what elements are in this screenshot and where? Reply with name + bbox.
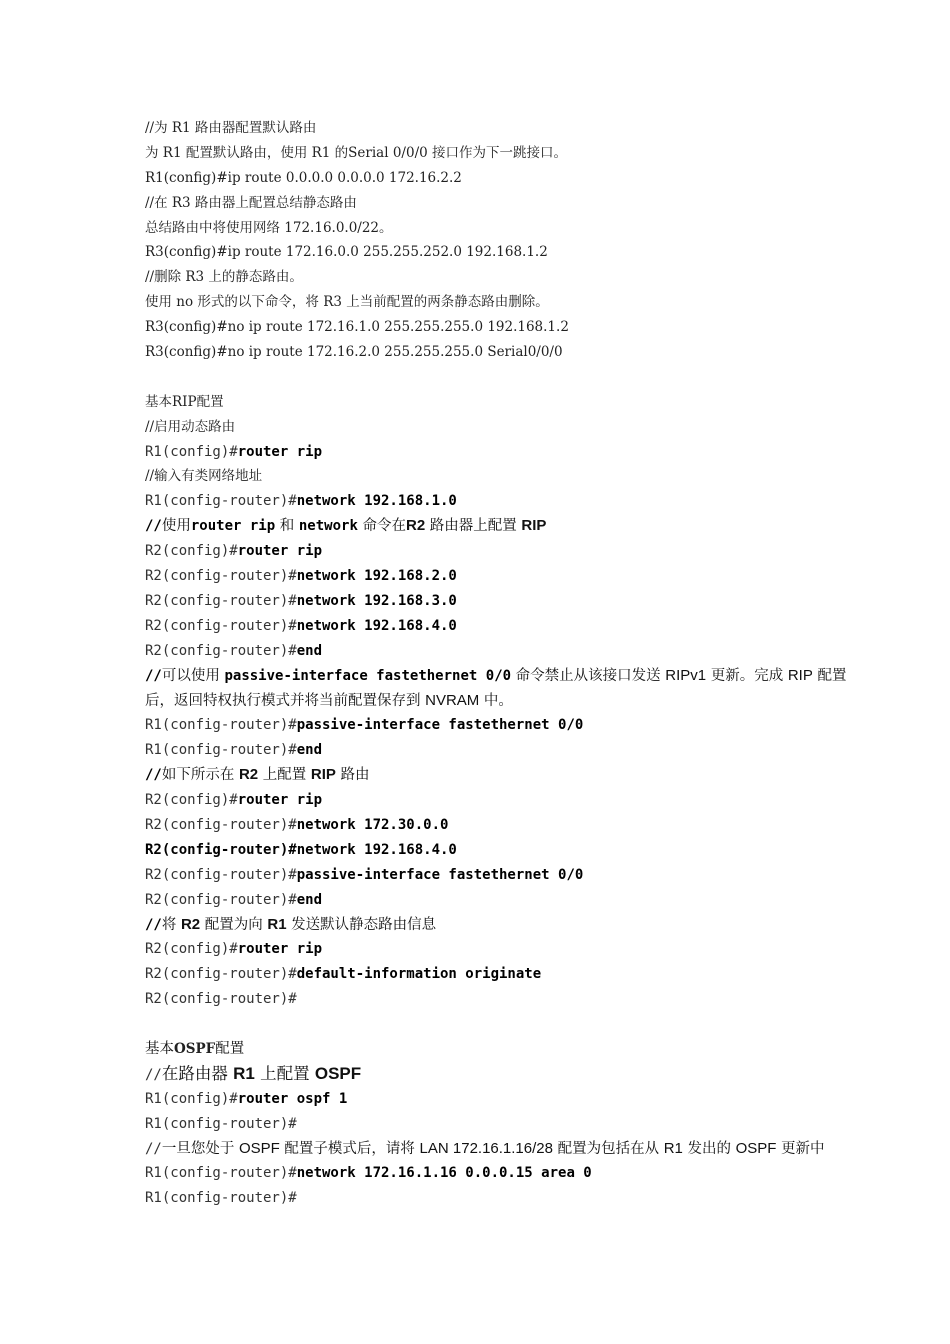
command: network 192.168.2.0 [296,568,457,585]
comment-text: 路由 [335,767,370,784]
command: default-information originate [296,966,542,983]
comment-text: 中。 [479,692,513,709]
ospf-heading [145,1037,850,1062]
comment-text: 如下所示在 [161,767,239,784]
command: router ospf 1 [237,1090,348,1107]
cmd-r3-summary-route: R3(config)#ip route 172.16.0.0 255.255.252.0 192.168.1.2 [145,244,548,261]
comment-marker: // [145,518,162,535]
command: router rip [237,543,323,560]
comment-text: 上配置 [258,767,311,784]
cmd-r2-prompt-end: R2(config-router)# [145,991,297,1008]
prompt: R2(config-router)# [145,816,297,833]
cmd-r2-end [145,639,850,664]
cmd-r3-no-route-1: R3(config)#no ip route 172.16.1.0 255.255.255.0 192.168.1.2 [145,319,569,336]
comment-text: 命令禁止从该接口发送 [511,667,666,684]
comment-marker: // [145,667,162,684]
prompt: R2(config)# [145,792,238,809]
rip-heading: 基本RIP配置 [145,393,224,410]
command: end [296,742,323,759]
comment-keyword: RIP [310,766,336,784]
cmd-r1-router-prompt-end: R1(config-router)# [145,1190,297,1207]
cmd-r2-passive-interface [145,863,850,888]
comment-keyword: R2 [238,766,259,784]
command: passive-interface fastethernet 0/0 [296,717,584,734]
command: router rip [237,792,323,809]
comment-r2-rip-config [145,514,850,539]
comment-text: 更新。完成 [706,667,788,684]
cmd-r2-network-192-168-4-bold: R2(config-router)#network 192.168.4.0 [145,841,457,858]
comment-marker: // [145,1066,162,1083]
comment-passive-interface [145,664,850,714]
prompt: R2(config-router)# [145,966,297,983]
text-default-route-desc: 为 R1 配置默认路由，使用 R1 的Serial 0/0/0 接口作为下一跳接口。 [145,144,567,161]
comment-keyword: R2 [180,915,201,933]
command: network 172.30.0.0 [296,816,449,833]
prompt: R2(config-router)# [145,866,297,883]
comment-keyword: R1 [267,915,287,933]
cmd-r2-network-192-168-3 [145,589,850,614]
command: router rip [237,443,323,460]
prompt: R1(config)# [145,1090,238,1107]
comment-text: 可以使用 [161,667,225,684]
comment-marker: // [145,916,162,933]
prompt: R1(config-router)# [145,1165,297,1182]
comment-keyword: network [298,518,358,535]
comment-marker: // [145,767,162,784]
prompt: R2(config-router)# [145,891,297,908]
comment-summary-route: //在 R3 路由器上配置总结静态路由 [145,194,357,211]
prompt: R2(config)# [145,941,238,958]
cmd-r2-router-rip-3 [145,937,850,962]
cmd-r1-router-prompt: R1(config-router)# [145,1115,297,1132]
prompt: R2(config-router)# [145,568,297,585]
comment-delete-static: //删除 R3 上的静态路由。 [145,269,303,286]
cmd-r2-network-192-168-4 [145,614,850,639]
comment-text: 发出的 [682,1140,736,1157]
comment-keyword: RIP [787,666,813,684]
cmd-r2-network-192-168-2 [145,564,850,589]
comment-classful-network: //输入有类网络地址 [145,468,263,485]
comment-text: 在路由器 [161,1063,234,1083]
cmd-r1-passive-interface [145,713,850,738]
comment-text: 配置子模式后，请将 [279,1140,420,1157]
comment-text: 配置为包括在从 [552,1140,664,1157]
comment-keyword: OSPF [314,1063,362,1083]
comment-r1-ospf [145,1062,850,1087]
comment-text: 路由器上配置 [425,518,522,535]
comment-keyword: router rip [190,518,276,535]
command: network 172.16.1.16 0.0.0.15 area 0 [296,1165,592,1182]
command: network 192.168.4.0 [296,617,457,634]
heading-text: 基本 [145,1040,174,1057]
prompt: R1(config-router)# [145,742,297,759]
comment-text: 一旦您处于 [161,1140,239,1157]
comment-text: 将 [161,916,181,933]
cmd-r3-no-route-2: R3(config)#no ip route 172.16.2.0 255.255.255.0 Serial0/0/0 [145,344,563,361]
comment-keyword: NVRAM [425,691,480,709]
comment-keyword: passive-interface fastethernet 0/0 [224,667,512,684]
comment-keyword: R2 [406,517,426,535]
cmd-r2-router-rip [145,539,850,564]
text-delete-static-desc: 使用 no 形式的以下命令，将 R3 上当前配置的两条静态路由删除。 [145,294,549,311]
command: passive-interface fastethernet 0/0 [296,866,584,883]
command: end [296,891,323,908]
comment-text: 使用 [161,518,191,535]
comment-keyword: OSPF [735,1139,777,1157]
command: end [296,642,323,659]
heading-text: 配置 [215,1040,245,1057]
prompt: R1(config-router)# [145,717,297,734]
cmd-r1-network-192-168-1 [145,489,850,514]
blank-line [145,365,850,390]
comment-keyword: LAN 172.16.1.16/28 [419,1139,553,1157]
cmd-r1-router-rip [145,440,850,465]
comment-r2-default-info [145,913,850,938]
prompt: R2(config-router)# [145,617,297,634]
prompt: R1(config-router)# [145,493,297,510]
text-summary-network: 总结路由中将使用网络 172.16.0.0/22。 [145,219,393,236]
comment-ospf-lan-network [145,1137,850,1187]
prompt: R2(config)# [145,543,238,560]
cmd-r1-end [145,738,850,763]
comment-text: 发送默认静态路由信息 [286,916,437,933]
comment-text: 上配置 [254,1063,315,1083]
comment-default-route: //为 R1 路由器配置默认路由 [145,120,317,136]
cmd-r2-network-172-30 [145,813,850,838]
cmd-r2-router-rip-2 [145,788,850,813]
comment-keyword: RIP [521,517,547,535]
comment-text: 和 [275,518,299,535]
command: router rip [237,941,323,958]
cmd-r2-default-information [145,962,850,987]
prompt: R2(config-router)# [145,642,297,659]
cmd-r1-ip-route: R1(config)#ip route 0.0.0.0 0.0.0.0 172.16.2.2 [145,169,462,186]
comment-text: 命令在 [357,518,406,535]
comment-keyword: R1 [663,1139,683,1157]
comment-enable-dynamic: //启用动态路由 [145,418,236,435]
prompt: R1(config)# [145,443,238,460]
comment-text: 更新中 [776,1140,825,1157]
blank-line [145,1012,850,1037]
prompt: R2(config-router)# [145,592,297,609]
heading-keyword: OSPF [174,1040,216,1057]
cmd-r2-end-2 [145,888,850,913]
comment-keyword: RIPv1 [665,666,707,684]
cmd-r1-router-ospf [145,1087,850,1112]
command: network 192.168.1.0 [296,493,457,510]
command: network 192.168.3.0 [296,592,457,609]
comment-keyword: R1 [233,1063,255,1083]
comment-marker: // [145,1140,162,1157]
comment-text: 配置后，返回特权执行模式并将当前配置保存到 [145,667,847,709]
comment-r2-rip-routing [145,763,850,788]
comment-text: 配置为向 [200,916,268,933]
comment-keyword: OSPF [238,1139,280,1157]
